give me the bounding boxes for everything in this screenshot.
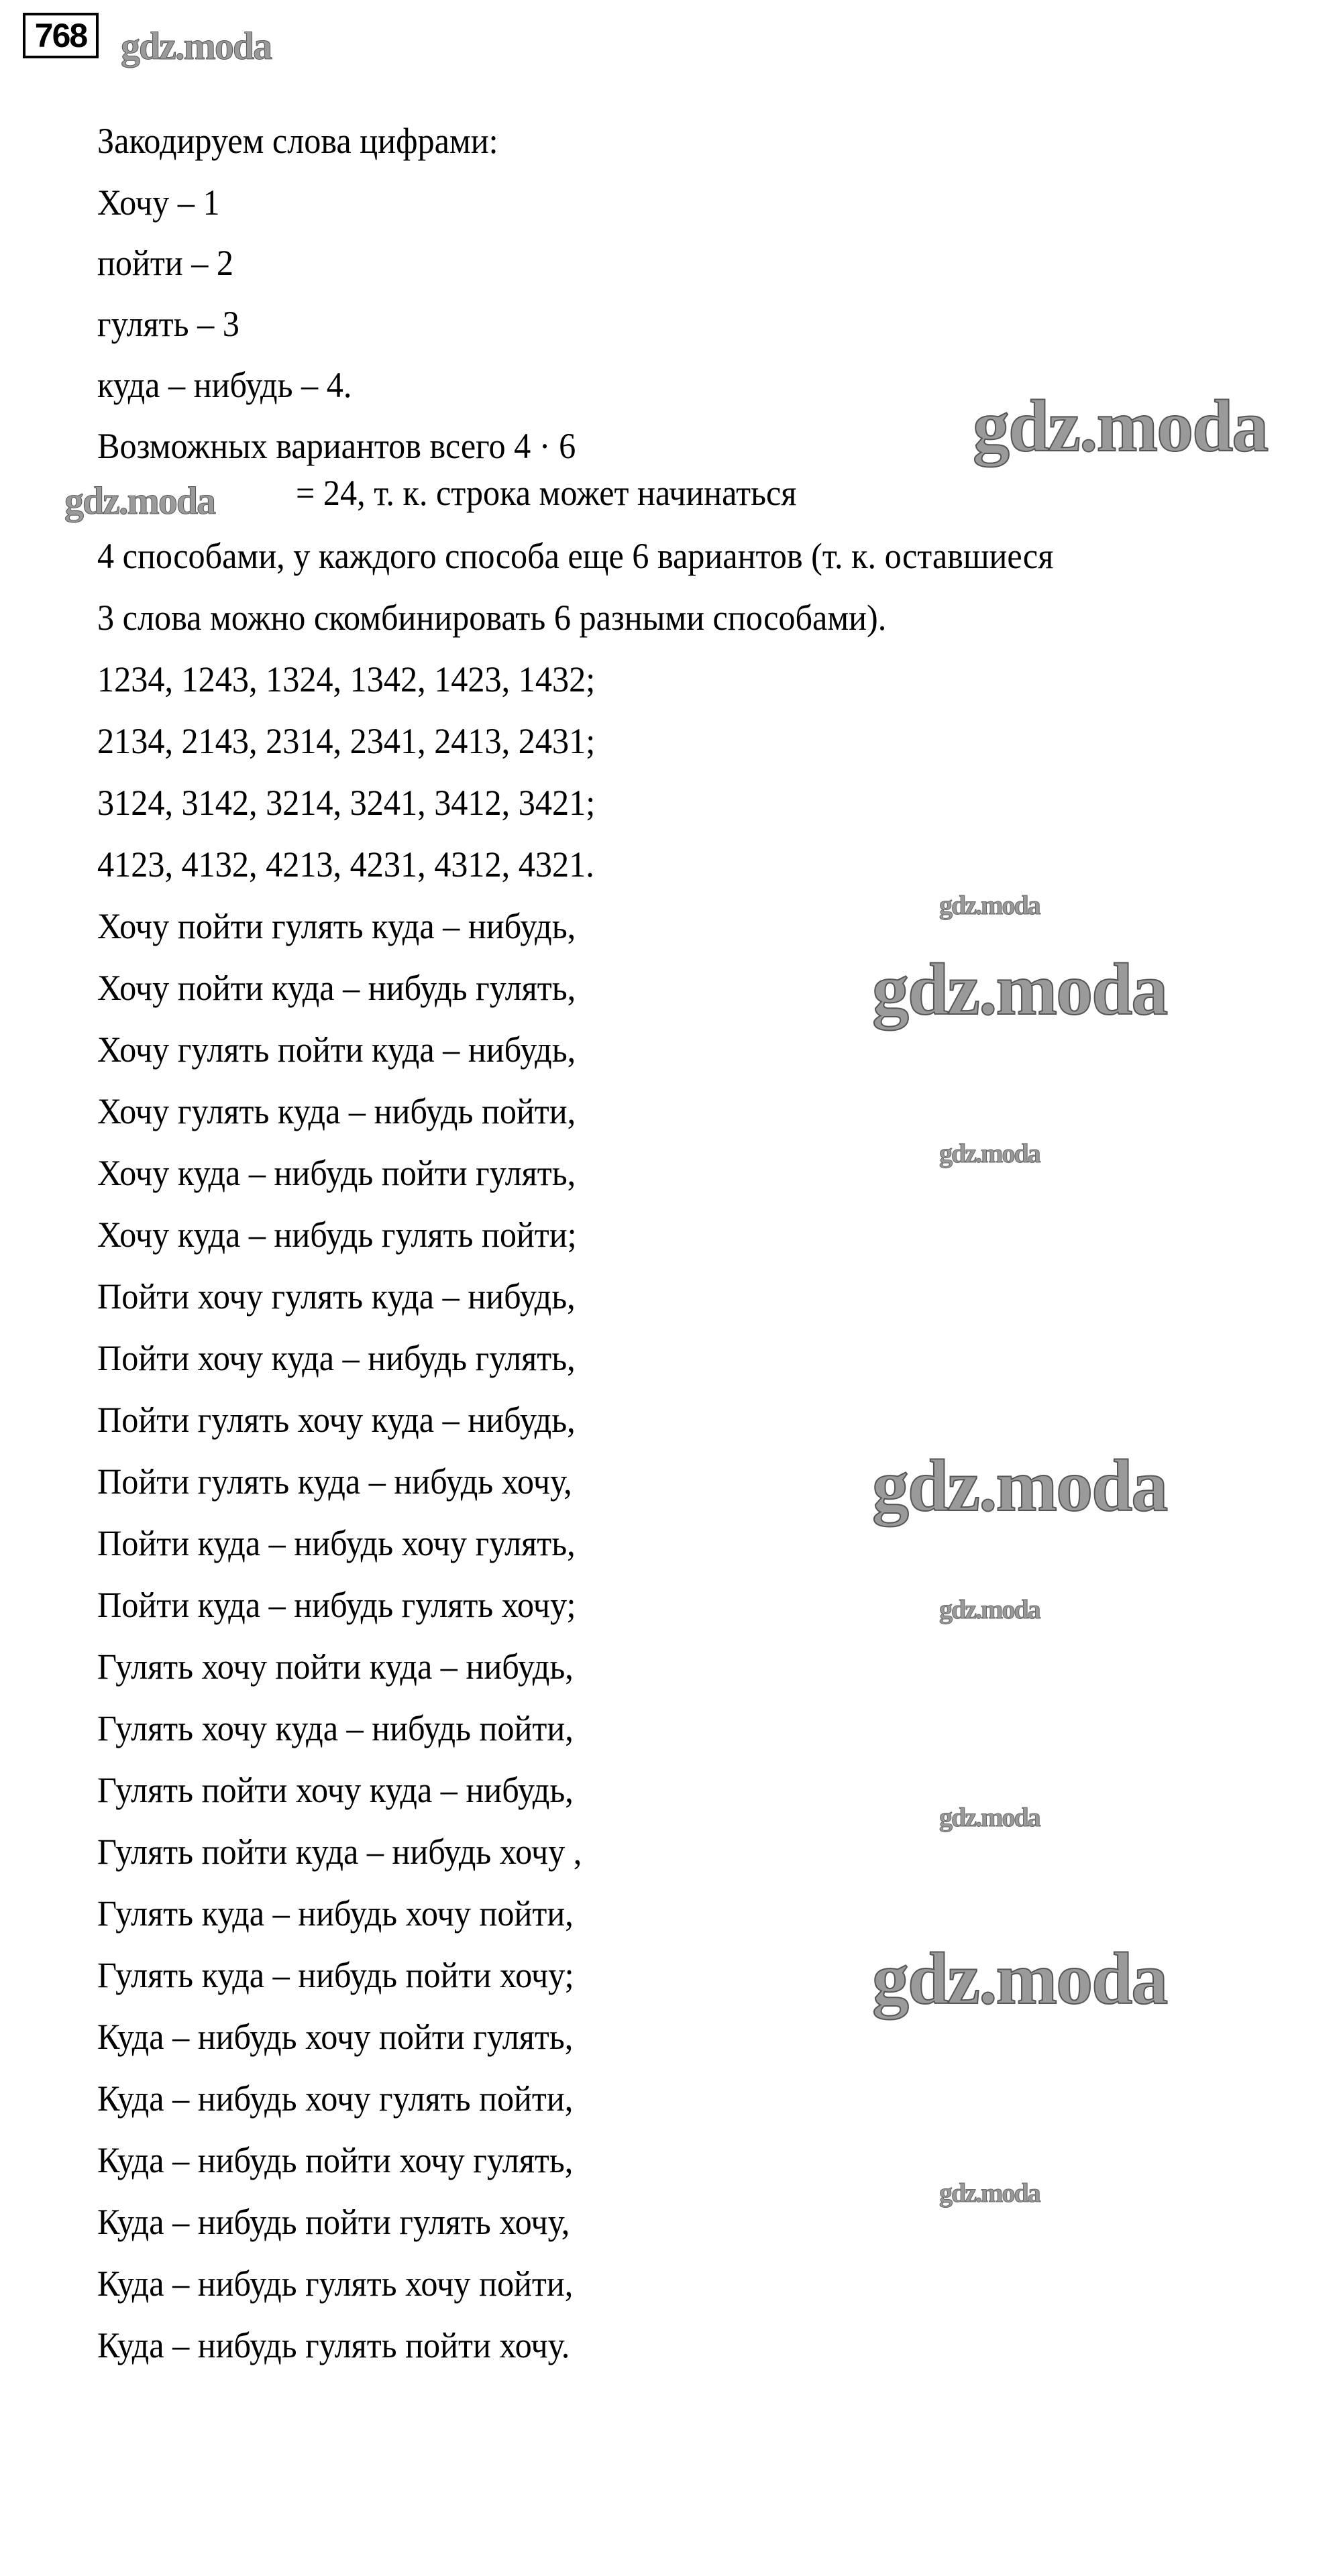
code-line: 3124, 3142, 3214, 3241, 3412, 3421;	[97, 783, 596, 823]
arrangement-line: Куда – нибудь пойти гулять хочу,	[97, 2202, 570, 2242]
arrangement-line: Пойти куда – нибудь гулять хочу;	[97, 1585, 576, 1625]
arrangement-line: Пойти гулять хочу куда – нибудь,	[97, 1400, 576, 1440]
arrangement-line: Пойти хочу куда – нибудь гулять,	[97, 1338, 576, 1378]
watermark-text: gdz.moda	[872, 1938, 1167, 2019]
watermark-text: gdz.moda	[121, 24, 272, 68]
watermark-text: gdz.moda	[872, 948, 1167, 1030]
watermark-text: gdz.moda	[939, 890, 1040, 920]
text-line: 4 способами, у каждого способа еще 6 вариантов (т. к. оставшиеся	[97, 536, 1054, 576]
arrangement-line: Гулять куда – нибудь хочу пойти,	[97, 1893, 574, 1934]
arrangement-line: Хочу гулять куда – нибудь пойти,	[97, 1091, 576, 1131]
arrangement-line: Гулять пойти куда – нибудь хочу ,	[97, 1832, 582, 1872]
text-line: Закодируем слова цифрами:	[97, 121, 498, 161]
watermark-text: gdz.moda	[939, 1802, 1040, 1832]
watermark-text: gdz.moda	[939, 1594, 1040, 1624]
arrangement-line: Гулять пойти хочу куда – нибудь,	[97, 1770, 574, 1810]
arrangement-line: Гулять хочу пойти куда – нибудь,	[97, 1646, 574, 1687]
arrangement-line: Хочу гулять пойти куда – нибудь,	[97, 1029, 576, 1070]
watermark-text: gdz.moda	[939, 2178, 1040, 2208]
watermark-text: gdz.moda	[973, 385, 1268, 467]
arrangement-line: Гулять хочу куда – нибудь пойти,	[97, 1708, 574, 1748]
arrangement-line: Куда – нибудь гулять хочу пойти,	[97, 2263, 574, 2304]
text-line: гулять – 3	[97, 304, 239, 344]
arrangement-line: Куда – нибудь хочу гулять пойти,	[97, 2078, 574, 2119]
arrangement-line: Куда – нибудь пойти хочу гулять,	[97, 2140, 574, 2180]
arrangement-line: Хочу пойти куда – нибудь гулять,	[97, 968, 576, 1008]
problem-number: 768	[23, 13, 99, 58]
code-line: 2134, 2143, 2314, 2341, 2413, 2431;	[97, 721, 596, 761]
arrangement-line: Гулять куда – нибудь пойти хочу;	[97, 1955, 574, 1995]
arrangement-line: Куда – нибудь хочу пойти гулять,	[97, 2017, 574, 2057]
text-line: Возможных вариантов всего 4 · 6	[97, 426, 576, 466]
text-line: = 24, т. к. строка может начинаться	[296, 473, 797, 513]
arrangement-line: Хочу куда – нибудь пойти гулять,	[97, 1153, 576, 1193]
text-line: куда – нибудь – 4.	[97, 365, 352, 405]
text-line: Хочу – 1	[97, 182, 220, 223]
text-line: пойти – 2	[97, 243, 234, 283]
arrangement-line: Куда – нибудь гулять пойти хочу.	[97, 2325, 570, 2365]
watermark-text: gdz.moda	[64, 479, 215, 522]
watermark-text: gdz.moda	[939, 1138, 1040, 1168]
arrangement-line: Хочу куда – нибудь гулять пойти;	[97, 1215, 577, 1255]
code-line: 1234, 1243, 1324, 1342, 1423, 1432;	[97, 659, 596, 699]
text-line: 3 слова можно скомбинировать 6 разными способами).	[97, 598, 887, 638]
code-line: 4123, 4132, 4213, 4231, 4312, 4321.	[97, 844, 594, 885]
arrangement-line: Пойти хочу гулять куда – нибудь,	[97, 1276, 576, 1317]
arrangement-line: Пойти куда – нибудь хочу гулять,	[97, 1523, 576, 1563]
arrangement-line: Хочу пойти гулять куда – нибудь,	[97, 906, 576, 946]
arrangement-line: Пойти гулять куда – нибудь хочу,	[97, 1461, 572, 1502]
watermark-text: gdz.moda	[872, 1445, 1167, 1526]
